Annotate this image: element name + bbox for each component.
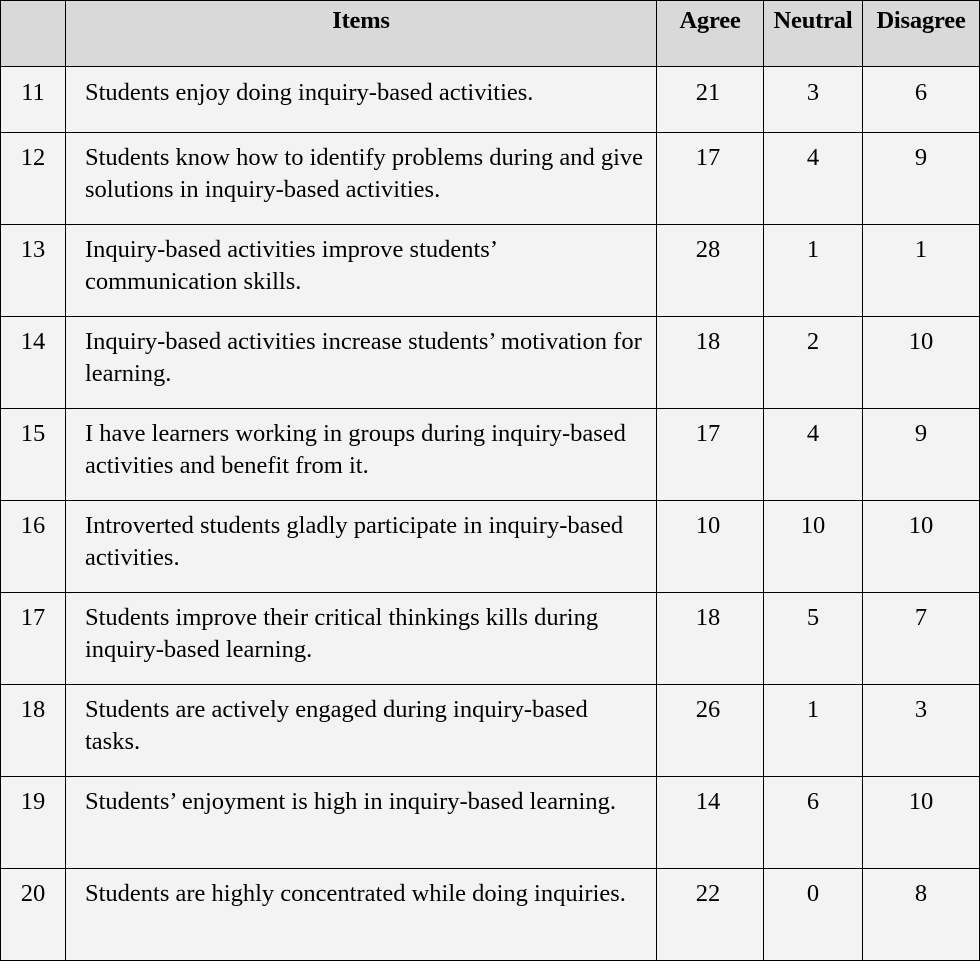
row-agree: 10 — [657, 501, 764, 593]
row-number: 16 — [1, 501, 66, 593]
row-disagree: 10 — [863, 317, 980, 409]
row-number: 20 — [1, 869, 66, 961]
row-item: I have learners working in groups during inquiry-based activities and benefit from it. — [66, 409, 657, 501]
row-neutral: 4 — [764, 409, 863, 501]
row-agree: 26 — [657, 685, 764, 777]
row-disagree: 10 — [863, 501, 980, 593]
row-number: 18 — [1, 685, 66, 777]
row-agree: 18 — [657, 593, 764, 685]
row-number: 14 — [1, 317, 66, 409]
row-neutral: 2 — [764, 317, 863, 409]
table-row — [1, 593, 980, 685]
row-neutral: 1 — [764, 685, 863, 777]
table-row — [1, 685, 980, 777]
row-item: Inquiry-based activities improve students’ communication skills. — [66, 225, 657, 317]
row-agree: 22 — [657, 869, 764, 961]
header-row — [1, 1, 980, 67]
table-row — [1, 133, 980, 225]
row-item: Students are highly concentrated while doing inquiries. — [66, 869, 657, 961]
header-items: Items — [66, 1, 657, 67]
table-row — [1, 777, 980, 869]
row-neutral: 0 — [764, 869, 863, 961]
row-neutral: 10 — [764, 501, 863, 593]
row-disagree: 9 — [863, 409, 980, 501]
row-agree: 14 — [657, 777, 764, 869]
row-item: Students’ enjoyment is high in inquiry-based learning. — [66, 777, 657, 869]
row-item: Students know how to identify problems during and give solutions in inquiry-based activities. — [66, 133, 657, 225]
row-item: Students improve their critical thinkings kills during inquiry-based learning. — [66, 593, 657, 685]
table-row — [1, 67, 980, 133]
row-agree: 28 — [657, 225, 764, 317]
table-header — [1, 1, 980, 67]
row-neutral: 6 — [764, 777, 863, 869]
row-agree: 17 — [657, 133, 764, 225]
row-disagree: 8 — [863, 869, 980, 961]
row-agree: 17 — [657, 409, 764, 501]
row-item: Students are actively engaged during inquiry-based tasks. — [66, 685, 657, 777]
row-number: 17 — [1, 593, 66, 685]
table-row — [1, 501, 980, 593]
row-disagree: 10 — [863, 777, 980, 869]
row-disagree: 3 — [863, 685, 980, 777]
row-disagree: 9 — [863, 133, 980, 225]
table-row — [1, 409, 980, 501]
table-row — [1, 225, 980, 317]
row-agree: 21 — [657, 67, 764, 133]
row-item: Introverted students gladly participate in inquiry-based activities. — [66, 501, 657, 593]
header-number — [1, 1, 66, 67]
row-neutral: 3 — [764, 67, 863, 133]
table-row — [1, 317, 980, 409]
row-item: Inquiry-based activities increase students’ motivation for learning. — [66, 317, 657, 409]
row-number: 19 — [1, 777, 66, 869]
row-item: Students enjoy doing inquiry-based activities. — [66, 67, 657, 133]
table-body — [1, 67, 980, 961]
row-neutral: 5 — [764, 593, 863, 685]
row-number: 15 — [1, 409, 66, 501]
row-neutral: 4 — [764, 133, 863, 225]
row-number: 12 — [1, 133, 66, 225]
row-neutral: 1 — [764, 225, 863, 317]
table-row — [1, 869, 980, 961]
row-agree: 18 — [657, 317, 764, 409]
row-disagree: 6 — [863, 67, 980, 133]
row-number: 11 — [1, 67, 66, 133]
header-agree: Agree — [657, 1, 764, 67]
row-disagree: 7 — [863, 593, 980, 685]
header-neutral: Neutral — [764, 1, 863, 67]
row-number: 13 — [1, 225, 66, 317]
header-disagree: Disagree — [863, 1, 980, 67]
row-disagree: 1 — [863, 225, 980, 317]
